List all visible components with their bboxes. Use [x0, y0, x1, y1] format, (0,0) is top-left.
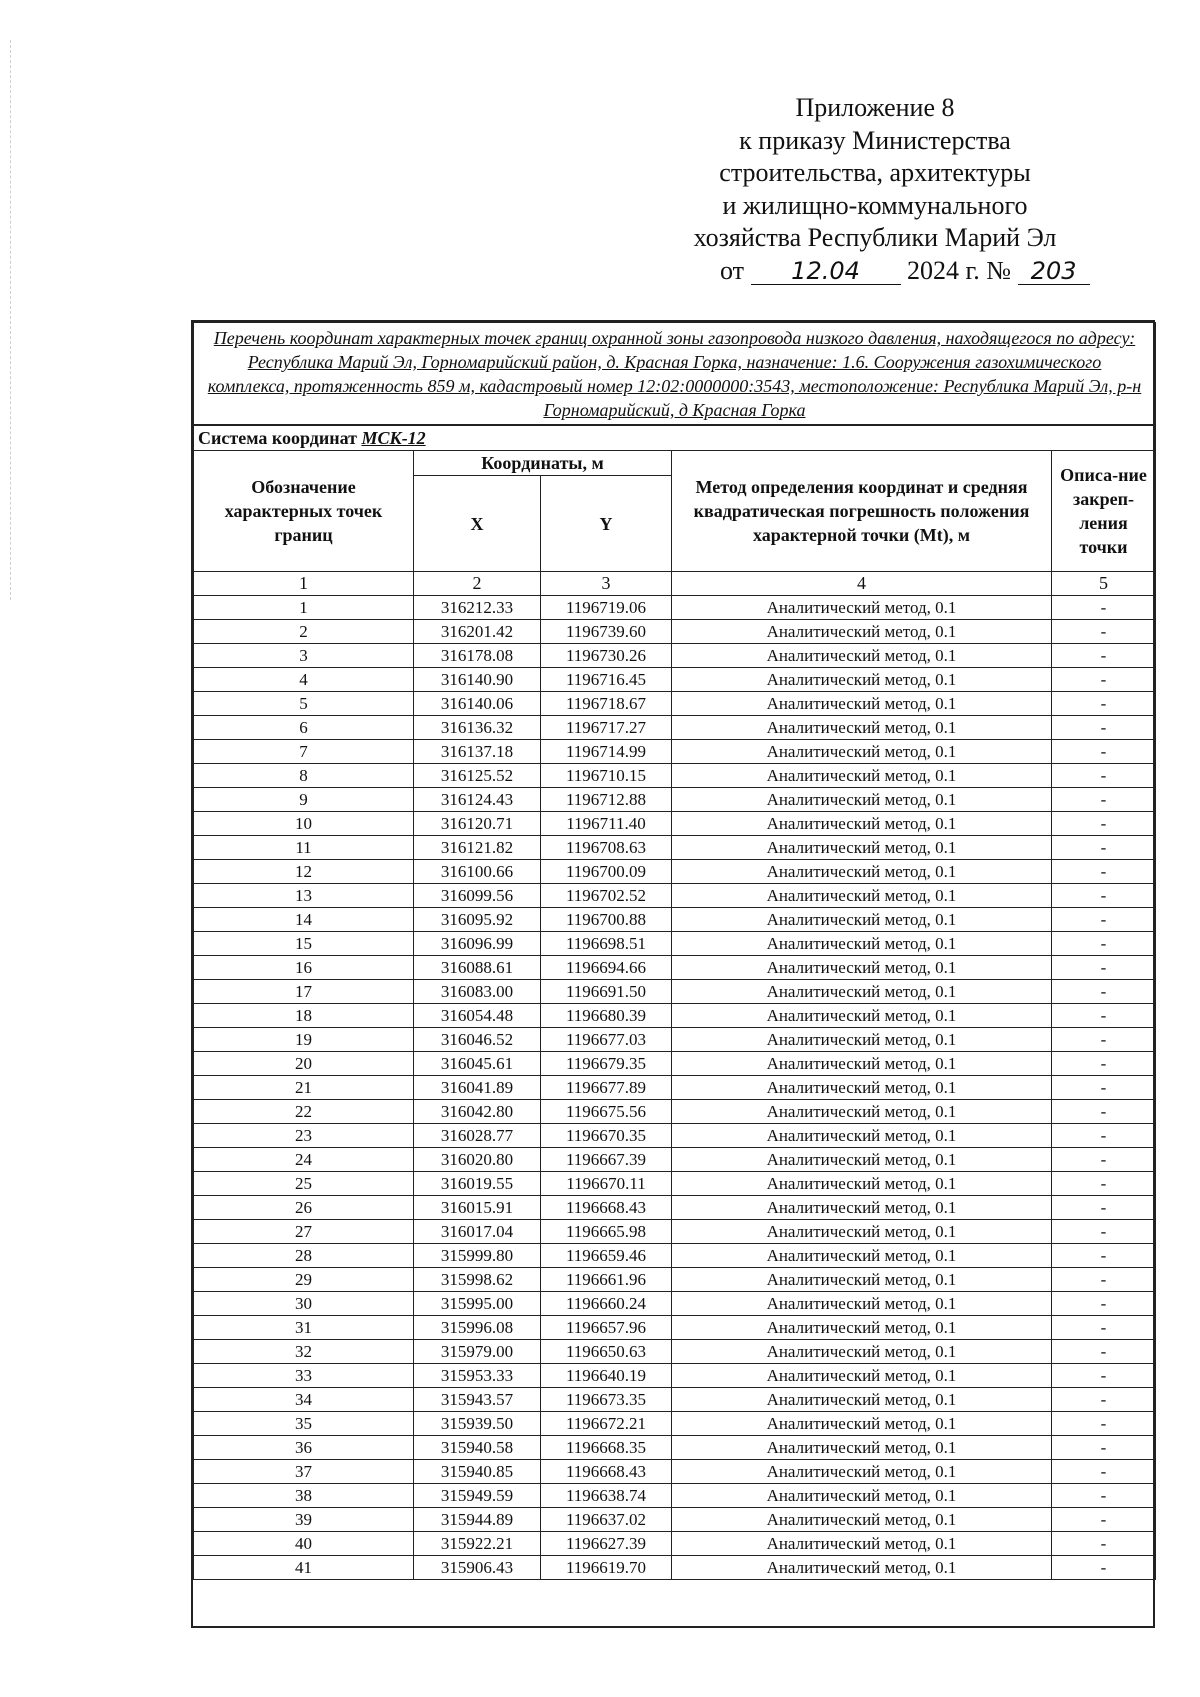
cell-description: -: [1052, 1124, 1156, 1148]
table-row: [194, 836, 1156, 860]
header-line: Приложение 8: [795, 93, 955, 122]
cell-x: 315939.50: [414, 1412, 541, 1436]
table-row: [194, 1532, 1156, 1556]
cell-point: 15: [194, 932, 414, 956]
cell-x: 316100.66: [414, 860, 541, 884]
cell-y: 1196702.52: [541, 884, 672, 908]
cell-method: Аналитический метод, 0.1: [672, 1028, 1052, 1052]
cell-method: Аналитический метод, 0.1: [672, 1268, 1052, 1292]
cell-y: 1196668.35: [541, 1436, 672, 1460]
cell-point: 36: [194, 1436, 414, 1460]
cell-method: Аналитический метод, 0.1: [672, 1508, 1052, 1532]
header-x: X: [414, 476, 541, 572]
system-label: Система координат: [198, 427, 357, 448]
cell-description: -: [1052, 1292, 1156, 1316]
cell-y: 1196710.15: [541, 764, 672, 788]
column-numbers-row: [194, 572, 1156, 596]
cell-point: 18: [194, 1004, 414, 1028]
cell-point: 10: [194, 812, 414, 836]
cell-point: 40: [194, 1532, 414, 1556]
table-row: [194, 1412, 1156, 1436]
cell-y: 1196711.40: [541, 812, 672, 836]
table-row: [194, 1076, 1156, 1100]
table-row: [194, 908, 1156, 932]
cell-x: 315999.80: [414, 1244, 541, 1268]
cell-description: -: [1052, 1100, 1156, 1124]
cell-point: 34: [194, 1388, 414, 1412]
table-row: [194, 644, 1156, 668]
cell-point: 16: [194, 956, 414, 980]
cell-y: 1196627.39: [541, 1532, 672, 1556]
cell-method: Аналитический метод, 0.1: [672, 1412, 1052, 1436]
cell-point: 12: [194, 860, 414, 884]
table-row: [194, 1484, 1156, 1508]
cell-x: 315943.57: [414, 1388, 541, 1412]
cell-description: -: [1052, 1556, 1156, 1580]
table-row: [194, 1220, 1156, 1244]
cell-description: -: [1052, 980, 1156, 1004]
cell-x: 315953.33: [414, 1364, 541, 1388]
cell-method: Аналитический метод, 0.1: [672, 956, 1052, 980]
cell-y: 1196694.66: [541, 956, 672, 980]
cell-point: 11: [194, 836, 414, 860]
table-row: [194, 884, 1156, 908]
cell-y: 1196668.43: [541, 1196, 672, 1220]
table-row: [194, 1460, 1156, 1484]
cell-x: 316120.71: [414, 812, 541, 836]
cell-y: 1196638.74: [541, 1484, 672, 1508]
cell-point: 5: [194, 692, 414, 716]
cell-method: Аналитический метод, 0.1: [672, 908, 1052, 932]
cell-method: Аналитический метод, 0.1: [672, 980, 1052, 1004]
cell-x: 316017.04: [414, 1220, 541, 1244]
cell-y: 1196665.98: [541, 1220, 672, 1244]
table-row: [194, 860, 1156, 884]
cell-y: 1196619.70: [541, 1556, 672, 1580]
cell-method: Аналитический метод, 0.1: [672, 620, 1052, 644]
cell-y: 1196680.39: [541, 1004, 672, 1028]
cell-method: Аналитический метод, 0.1: [672, 644, 1052, 668]
cell-x: 316042.80: [414, 1100, 541, 1124]
cell-y: 1196650.63: [541, 1340, 672, 1364]
cell-method: Аналитический метод, 0.1: [672, 1364, 1052, 1388]
table-row: [194, 1100, 1156, 1124]
table-row: [194, 1268, 1156, 1292]
table-row: [194, 812, 1156, 836]
cell-y: 1196668.43: [541, 1460, 672, 1484]
cell-x: 316019.55: [414, 1172, 541, 1196]
cell-point: 1: [194, 596, 414, 620]
cell-method: Аналитический метод, 0.1: [672, 1316, 1052, 1340]
table-row: [194, 1148, 1156, 1172]
cell-x: 315995.00: [414, 1292, 541, 1316]
cell-description: -: [1052, 668, 1156, 692]
cell-x: 316201.42: [414, 620, 541, 644]
table-row: [194, 932, 1156, 956]
cell-method: Аналитический метод, 0.1: [672, 716, 1052, 740]
cell-description: -: [1052, 620, 1156, 644]
cell-method: Аналитический метод, 0.1: [672, 1532, 1052, 1556]
cell-y: 1196698.51: [541, 932, 672, 956]
cell-x: 316136.32: [414, 716, 541, 740]
cell-description: -: [1052, 764, 1156, 788]
cell-y: 1196712.88: [541, 788, 672, 812]
table-row: [194, 1508, 1156, 1532]
cell-method: Аналитический метод, 0.1: [672, 1292, 1052, 1316]
table-row: [194, 1388, 1156, 1412]
cell-method: Аналитический метод, 0.1: [672, 1052, 1052, 1076]
cell-point: 9: [194, 788, 414, 812]
cell-x: 315979.00: [414, 1340, 541, 1364]
cell-y: 1196679.35: [541, 1052, 672, 1076]
cell-description: -: [1052, 1364, 1156, 1388]
table-row: [194, 620, 1156, 644]
cell-x: 316054.48: [414, 1004, 541, 1028]
cell-description: -: [1052, 1412, 1156, 1436]
cell-description: -: [1052, 1076, 1156, 1100]
cell-method: Аналитический метод, 0.1: [672, 812, 1052, 836]
cell-y: 1196717.27: [541, 716, 672, 740]
cell-point: 6: [194, 716, 414, 740]
table-row: [194, 1052, 1156, 1076]
table-row: [194, 692, 1156, 716]
cell-y: 1196661.96: [541, 1268, 672, 1292]
table-row: [194, 956, 1156, 980]
cell-x: 316121.82: [414, 836, 541, 860]
cell-x: 315998.62: [414, 1268, 541, 1292]
table-row: [194, 716, 1156, 740]
cell-x: 316096.99: [414, 932, 541, 956]
table-row: [194, 1196, 1156, 1220]
cell-y: 1196673.35: [541, 1388, 672, 1412]
cell-point: 28: [194, 1244, 414, 1268]
table-row: [194, 1316, 1156, 1340]
cell-point: 35: [194, 1412, 414, 1436]
cell-point: 7: [194, 740, 414, 764]
cell-x: 315940.58: [414, 1436, 541, 1460]
table-row: [194, 1364, 1156, 1388]
cell-point: 25: [194, 1172, 414, 1196]
cell-x: 316028.77: [414, 1124, 541, 1148]
cell-y: 1196637.02: [541, 1508, 672, 1532]
cell-method: Аналитический метод, 0.1: [672, 1196, 1052, 1220]
cell-y: 1196659.46: [541, 1244, 672, 1268]
column-number: 4: [672, 572, 1052, 596]
cell-method: Аналитический метод, 0.1: [672, 1388, 1052, 1412]
table-row: [194, 980, 1156, 1004]
handwritten-date: 12.04: [751, 258, 901, 285]
cell-point: 39: [194, 1508, 414, 1532]
cell-description: -: [1052, 1196, 1156, 1220]
cell-x: 316088.61: [414, 956, 541, 980]
header-line: к приказу Министерства: [739, 125, 1011, 155]
cell-description: -: [1052, 1172, 1156, 1196]
cell-y: 1196657.96: [541, 1316, 672, 1340]
table-row: [194, 788, 1156, 812]
cell-method: Аналитический метод, 0.1: [672, 764, 1052, 788]
date-prefix: от: [720, 255, 745, 285]
cell-method: Аналитический метод, 0.1: [672, 788, 1052, 812]
cell-description: -: [1052, 1004, 1156, 1028]
cell-point: 3: [194, 644, 414, 668]
cell-description: -: [1052, 1460, 1156, 1484]
cell-y: 1196672.21: [541, 1412, 672, 1436]
header-y: Y: [541, 476, 672, 572]
cell-y: 1196730.26: [541, 644, 672, 668]
cell-point: 27: [194, 1220, 414, 1244]
cell-x: 316099.56: [414, 884, 541, 908]
cell-y: 1196719.06: [541, 596, 672, 620]
table-row: [194, 1436, 1156, 1460]
cell-y: 1196670.35: [541, 1124, 672, 1148]
cell-point: 29: [194, 1268, 414, 1292]
cell-y: 1196718.67: [541, 692, 672, 716]
cell-point: 20: [194, 1052, 414, 1076]
cell-method: Аналитический метод, 0.1: [672, 1244, 1052, 1268]
header-coordinates: Координаты, м: [414, 451, 672, 476]
cell-point: 2: [194, 620, 414, 644]
cell-x: 316095.92: [414, 908, 541, 932]
cell-x: 316046.52: [414, 1028, 541, 1052]
cell-y: 1196708.63: [541, 836, 672, 860]
cell-x: 316020.80: [414, 1148, 541, 1172]
cell-x: 316212.33: [414, 596, 541, 620]
cell-method: Аналитический метод, 0.1: [672, 596, 1052, 620]
cell-x: 315922.21: [414, 1532, 541, 1556]
cell-y: 1196660.24: [541, 1292, 672, 1316]
cell-description: -: [1052, 884, 1156, 908]
cell-x: 316140.90: [414, 668, 541, 692]
cell-x: 315996.08: [414, 1316, 541, 1340]
cell-method: Аналитический метод, 0.1: [672, 932, 1052, 956]
cell-point: 37: [194, 1460, 414, 1484]
table-row: [194, 1028, 1156, 1052]
cell-y: 1196667.39: [541, 1148, 672, 1172]
cell-point: 13: [194, 884, 414, 908]
header-point: Обозначение характерных точек границ: [194, 451, 414, 572]
cell-y: 1196677.03: [541, 1028, 672, 1052]
cell-x: 315944.89: [414, 1508, 541, 1532]
cell-description: -: [1052, 1244, 1156, 1268]
table-row: [194, 1004, 1156, 1028]
cell-method: Аналитический метод, 0.1: [672, 740, 1052, 764]
cell-description: -: [1052, 1436, 1156, 1460]
cell-description: -: [1052, 932, 1156, 956]
cell-point: 24: [194, 1148, 414, 1172]
table-row: [194, 764, 1156, 788]
cell-method: Аналитический метод, 0.1: [672, 1100, 1052, 1124]
cell-description: -: [1052, 1268, 1156, 1292]
table-title: Перечень координат характерных точек границ охранной зоны газопровода низкого давления, находящегося по адресу: Республика Марий Эл, Горномарийский район, д. Красная Горка, назначение: 1.6. Сооружения газохимического комплекса, протяженность 859 м, кадастровый номер 12:02:0000000:3543, местоположение: Республика Марий Эл, р-н Горномарийский, д Красная Горка: [194, 323, 1156, 426]
cell-method: Аналитический метод, 0.1: [672, 860, 1052, 884]
cell-y: 1196700.09: [541, 860, 672, 884]
cell-point: 33: [194, 1364, 414, 1388]
table-row: [194, 740, 1156, 764]
cell-x: 316140.06: [414, 692, 541, 716]
cell-point: 38: [194, 1484, 414, 1508]
header-line: и жилищно-коммунального: [722, 190, 1028, 220]
cell-x: 316015.91: [414, 1196, 541, 1220]
cell-description: -: [1052, 1484, 1156, 1508]
cell-point: 23: [194, 1124, 414, 1148]
cell-description: -: [1052, 908, 1156, 932]
cell-y: 1196640.19: [541, 1364, 672, 1388]
column-number: 2: [414, 572, 541, 596]
column-number: 3: [541, 572, 672, 596]
cell-description: -: [1052, 812, 1156, 836]
year-text: 2024 г. №: [907, 255, 1012, 285]
cell-description: -: [1052, 1340, 1156, 1364]
cell-description: -: [1052, 692, 1156, 716]
cell-description: -: [1052, 836, 1156, 860]
cell-point: 32: [194, 1340, 414, 1364]
table-row: [194, 1340, 1156, 1364]
system-value: МСК-12: [361, 427, 426, 448]
cell-y: 1196670.11: [541, 1172, 672, 1196]
coordinate-system: [194, 425, 1156, 451]
column-number: 5: [1052, 572, 1156, 596]
cell-description: -: [1052, 716, 1156, 740]
cell-x: 316041.89: [414, 1076, 541, 1100]
cell-x: 315940.85: [414, 1460, 541, 1484]
cell-description: -: [1052, 1532, 1156, 1556]
cell-x: 316178.08: [414, 644, 541, 668]
cell-method: Аналитический метод, 0.1: [672, 1436, 1052, 1460]
cell-method: Аналитический метод, 0.1: [672, 884, 1052, 908]
appendix-header: [640, 92, 1110, 287]
cell-method: Аналитический метод, 0.1: [672, 1172, 1052, 1196]
cell-point: 30: [194, 1292, 414, 1316]
cell-point: 19: [194, 1028, 414, 1052]
cell-method: Аналитический метод, 0.1: [672, 1124, 1052, 1148]
cell-method: Аналитический метод, 0.1: [672, 1004, 1052, 1028]
table-row: [194, 1172, 1156, 1196]
table-row: [194, 668, 1156, 692]
cell-method: Аналитический метод, 0.1: [672, 1148, 1052, 1172]
header-description: Описа-ние закреп-ления точки: [1052, 451, 1156, 572]
cell-point: 14: [194, 908, 414, 932]
cell-y: 1196675.56: [541, 1100, 672, 1124]
cell-y: 1196739.60: [541, 620, 672, 644]
cell-x: 316137.18: [414, 740, 541, 764]
cell-x: 316125.52: [414, 764, 541, 788]
cell-description: -: [1052, 788, 1156, 812]
cell-y: 1196691.50: [541, 980, 672, 1004]
cell-point: 21: [194, 1076, 414, 1100]
table-row: [194, 1124, 1156, 1148]
cell-point: 31: [194, 1316, 414, 1340]
cell-method: Аналитический метод, 0.1: [672, 1556, 1052, 1580]
cell-point: 26: [194, 1196, 414, 1220]
scan-artifact: [10, 40, 12, 600]
cell-method: Аналитический метод, 0.1: [672, 692, 1052, 716]
handwritten-number: 203: [1018, 258, 1090, 285]
cell-x: 315906.43: [414, 1556, 541, 1580]
cell-description: -: [1052, 1052, 1156, 1076]
cell-description: -: [1052, 1508, 1156, 1532]
table-row: [194, 596, 1156, 620]
cell-description: -: [1052, 1028, 1156, 1052]
cell-point: 22: [194, 1100, 414, 1124]
cell-method: Аналитический метод, 0.1: [672, 1076, 1052, 1100]
cell-point: 17: [194, 980, 414, 1004]
cell-description: -: [1052, 596, 1156, 620]
cell-y: 1196714.99: [541, 740, 672, 764]
cell-description: -: [1052, 1148, 1156, 1172]
cell-method: Аналитический метод, 0.1: [672, 1340, 1052, 1364]
cell-method: Аналитический метод, 0.1: [672, 1484, 1052, 1508]
column-number: 1: [194, 572, 414, 596]
table-row: [194, 1292, 1156, 1316]
header-line: хозяйства Республики Марий Эл: [693, 223, 1057, 252]
cell-point: 4: [194, 668, 414, 692]
cell-description: -: [1052, 1316, 1156, 1340]
cell-description: -: [1052, 644, 1156, 668]
cell-description: -: [1052, 860, 1156, 884]
cell-point: 41: [194, 1556, 414, 1580]
cell-description: -: [1052, 956, 1156, 980]
cell-method: Аналитический метод, 0.1: [672, 1460, 1052, 1484]
cell-x: 315949.59: [414, 1484, 541, 1508]
order-date-line: [640, 255, 1110, 288]
cell-description: -: [1052, 740, 1156, 764]
cell-method: Аналитический метод, 0.1: [672, 668, 1052, 692]
coordinates-table: [193, 322, 1156, 1580]
cell-y: 1196700.88: [541, 908, 672, 932]
cell-x: 316124.43: [414, 788, 541, 812]
cell-x: 316045.61: [414, 1052, 541, 1076]
table-row: [194, 1556, 1156, 1580]
cell-y: 1196677.89: [541, 1076, 672, 1100]
table-row: [194, 1244, 1156, 1268]
cell-method: Аналитический метод, 0.1: [672, 1220, 1052, 1244]
cell-description: -: [1052, 1388, 1156, 1412]
header-line: строительства, архитектуры: [719, 158, 1031, 187]
cell-x: 316083.00: [414, 980, 541, 1004]
cell-description: -: [1052, 1220, 1156, 1244]
cell-y: 1196716.45: [541, 668, 672, 692]
cell-point: 8: [194, 764, 414, 788]
header-method: Метод определения координат и средняя квадратическая погрешность положения характерной точки (Mt), м: [672, 451, 1052, 572]
cell-method: Аналитический метод, 0.1: [672, 836, 1052, 860]
